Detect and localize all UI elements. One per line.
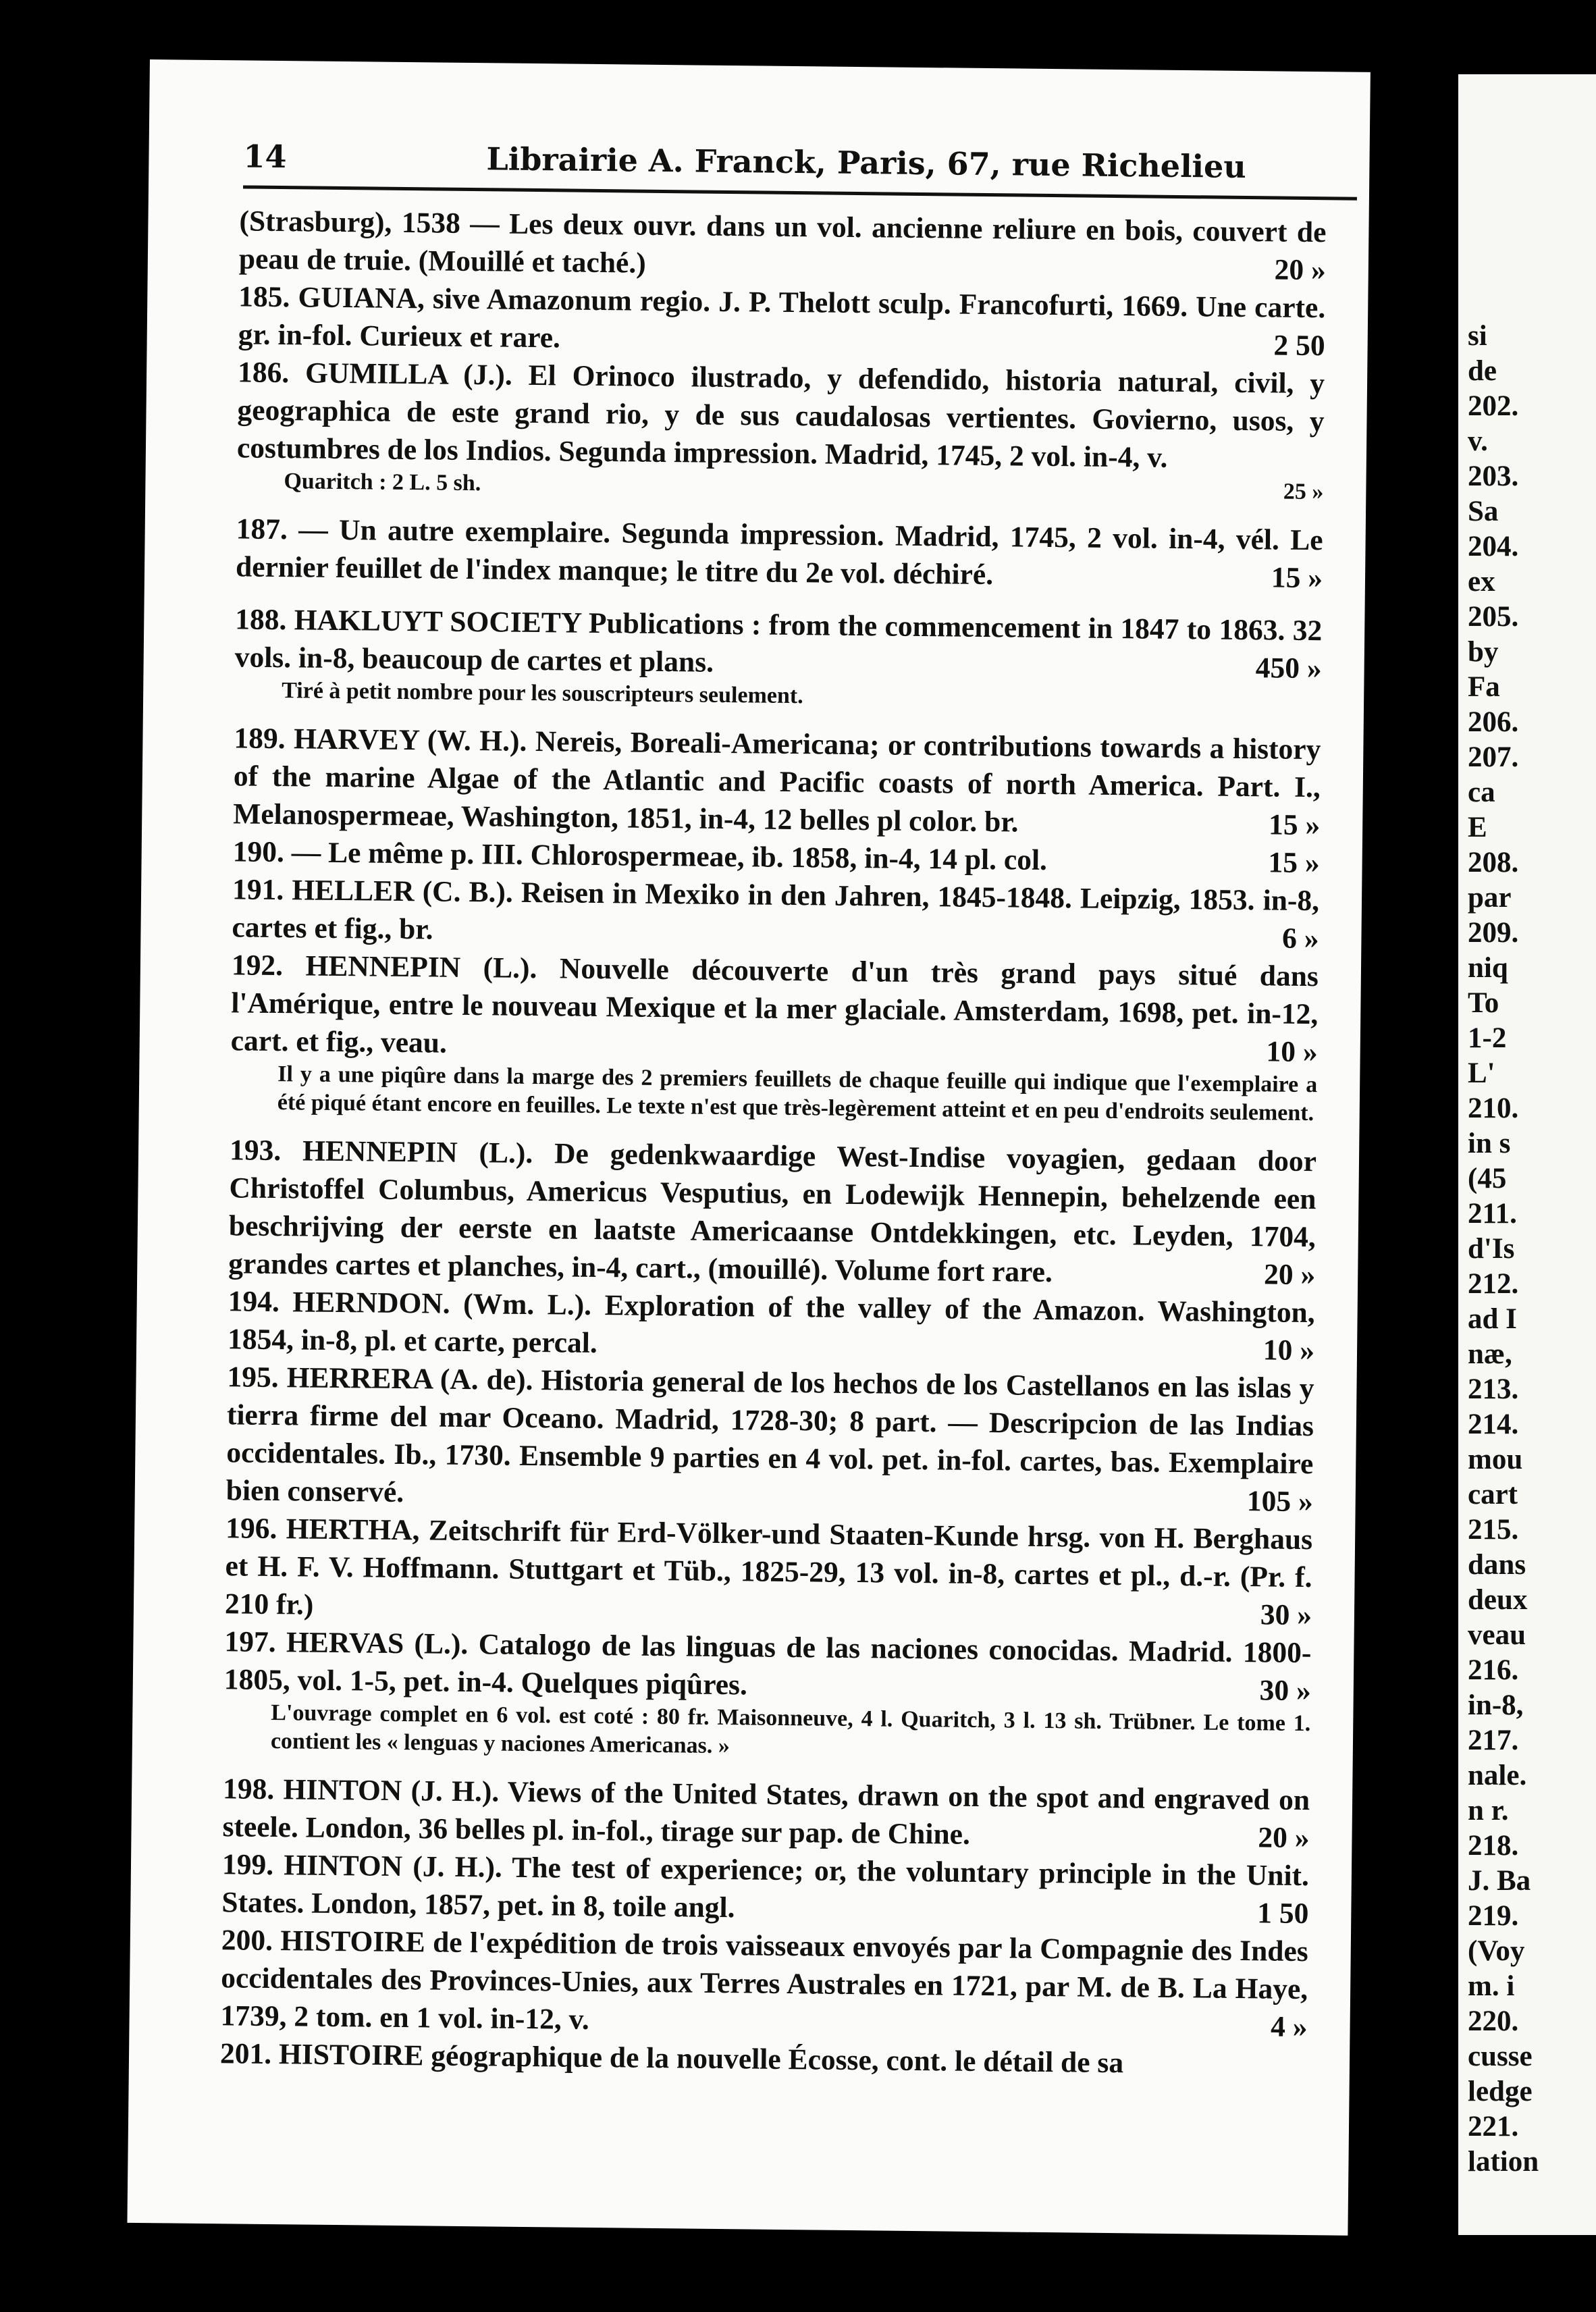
- adjacent-page-fragment-text: 202.: [1468, 390, 1519, 422]
- catalogue-entry: [228, 1282, 1315, 1369]
- entry-text: 196. HERTHA, Zeitschrift für Erd-Völker-und Staaten-Kunde hrsg. von H. Berghaus et H. F. V. Hoffmann. Stuttgart et Tüb., 1825-29, 13 vol. in-8, cartes et pl., d.-r. (Pr. f. 210 fr.): [224, 1512, 1313, 1621]
- entry-text: 194. HERNDON. (Wm. L.). Exploration of the valley of the Amazon. Washington, 1854, in-8, pl. et carte, percal.: [227, 1285, 1315, 1360]
- adjacent-page-fragment-text: 214.: [1468, 1409, 1519, 1440]
- entry-text: 188. HAKLUYT SOCIETY Publications : from the commencement in 1847 to 1863. 32 vols. in-8, beaucoup de cartes et plans.: [234, 603, 1323, 679]
- adjacent-page-fragment-text: 213.: [1468, 1373, 1519, 1405]
- catalogue-note: [230, 1059, 1318, 1128]
- adjacent-page-fragment-text: in s: [1468, 1128, 1511, 1159]
- adjacent-page-fragment: [1458, 74, 1596, 2235]
- catalogue-entry: [228, 1131, 1316, 1294]
- entry-price: 10 »: [1262, 1334, 1315, 1367]
- adjacent-page-fragment-text: dans: [1468, 1549, 1526, 1581]
- adjacent-page-fragment-text: ledge: [1468, 2076, 1533, 2107]
- adjacent-page-fragment-text: 207.: [1468, 741, 1519, 773]
- note-text: Quaritch : 2 L. 5 sh.: [284, 469, 481, 496]
- adjacent-page-fragment-text: J. Ba: [1468, 1865, 1531, 1897]
- adjacent-page-fragment-text: 1-2: [1468, 1022, 1507, 1054]
- adjacent-page-fragment-text: n r.: [1468, 1795, 1509, 1827]
- adjacent-page-fragment-text: ad I: [1468, 1303, 1517, 1335]
- adjacent-page-fragment-text: ca: [1468, 777, 1495, 808]
- catalogue-entry: [238, 278, 1325, 365]
- entry-text: 195. HERRERA (A. de). Historia general de los hechos de los Castellanos en las islas y tierra firme del mar Oceano. Madrid, 1728-30; 8 part. — Descripcion de las Indias occidentales. Ib., 1730. Ensemble 9 parties en 4 vol. pet. in-fol. cartes, bas. Exemplaire bien conservé.: [225, 1361, 1314, 1509]
- adjacent-page-fragment-text: næ,: [1468, 1338, 1512, 1370]
- entry-text: 197. HERVAS (L.). Catalogo de las linguas de las naciones conocidas. Madrid. 1800-1805, vol. 1-5, pet. in-4. Quelques piqûres.: [223, 1625, 1312, 1702]
- entry-text: 186. GUMILLA (J.). El Orinoco ilustrado, y defendido, historia natural, civil, y geographica de este grand rio, y de sus caudalosas vertientes. Goviernо, usos, y costumbres de los Indios. Segunda impression. Madrid, 1745, 2 vol. in-4, v.: [236, 356, 1325, 474]
- adjacent-page-fragment-text: 210.: [1468, 1093, 1519, 1124]
- entry-text: 200. HISTOIRE de l'expédition de trois vaisseaux envoyés par la Compagnie des Indes occidentales des Provinces-Unies, aux Terres Australes en 1721, par M. de B. La Haye, 1739, 2 tom. en 1 vol. in-12, v.: [220, 1924, 1309, 2036]
- entry-price: 30 »: [1260, 1598, 1312, 1632]
- entry-price: 15 »: [1268, 808, 1321, 842]
- catalogue-page: [127, 59, 1370, 2236]
- note-text: Tiré à petit nombre pour les souscripteurs seulement.: [282, 678, 803, 709]
- entry-price: 30 »: [1259, 1674, 1312, 1708]
- adjacent-page-fragment-text: (45: [1468, 1163, 1507, 1194]
- adjacent-page-fragment-text: 204.: [1468, 531, 1519, 562]
- adjacent-page-fragment-text: 219.: [1468, 1900, 1519, 1932]
- catalogue-entry: [222, 1770, 1310, 1857]
- entry-text: (Strasburg), 1538 — Les deux ouvr. dans un vol. ancienne reliure en bois, couvert de peau de truie. (Mouillé et taché.): [238, 205, 1327, 280]
- adjacent-page-fragment-text: in-8,: [1468, 1689, 1524, 1721]
- entry-text: 190. — Le même p. III. Chlorospermeae, ib. 1858, in-4, 14 pl. col.: [232, 835, 1048, 876]
- page-number: 14: [243, 138, 287, 176]
- catalogue-entry: [225, 1509, 1313, 1634]
- catalogue-entry: [234, 600, 1322, 687]
- catalogue-entry: [220, 1921, 1308, 2046]
- adjacent-page-fragment-text: niq: [1468, 952, 1508, 984]
- entry-price: 20 »: [1274, 253, 1327, 287]
- entry-price: 10 »: [1266, 1035, 1318, 1069]
- entry-text: 198. HINTON (J. H.). Views of the United States, drawn on the spot and engraved on steele. London, 36 belles pl. in-fol., tirage sur pap. de Chine.: [222, 1772, 1310, 1851]
- adjacent-page-fragment-text: deux: [1468, 1584, 1528, 1616]
- adjacent-page-fragment-text: Fa: [1468, 671, 1500, 703]
- adjacent-page-fragment-text: 205.: [1468, 601, 1519, 633]
- adjacent-page-fragment-text: E: [1468, 812, 1487, 843]
- entry-price: 20 »: [1263, 1258, 1316, 1292]
- adjacent-page-fragment-text: de: [1468, 355, 1497, 387]
- note-text: L'ouvrage complet en 6 vol. est coté : 80 fr. Maisonneuve, 4 l. Quaritch, 3 l. 13 sh. Trübner. Le tome 1. contient les « lenguas y naciones Americanas. »: [270, 1700, 1311, 1759]
- adjacent-page-fragment-text: 212.: [1468, 1268, 1519, 1300]
- adjacent-page-fragment-text: (Voy: [1468, 1935, 1525, 1967]
- entry-price: 6 »: [1281, 922, 1319, 955]
- entry-price: 15 »: [1268, 846, 1320, 880]
- entry-text: 189. HARVEY (W. H.). Nereis, Boreali-Americana; or contributions towards a history of the marine Algae of the Atlantic and Pacific coasts of north America. Part. I., Melanospermeae, Washington, 1851, in-4, 12 belles pl color. br.: [233, 722, 1321, 839]
- adjacent-page-fragment-text: v.: [1468, 425, 1488, 457]
- adjacent-page-fragment-text: 217.: [1468, 1725, 1519, 1756]
- catalogue-entry: [221, 1845, 1309, 1933]
- adjacent-page-fragment-text: 209.: [1468, 917, 1519, 949]
- catalogue-entry: [233, 719, 1321, 844]
- entry-text: 193. HENNEPIN (L.). De gedenkwaardige West-Indise voyagien, gedaan door Christoffel Columbus, Americus Vesputius, en Lodewijk Hennepin, behelzende een beschrijving der eerste en laatste Americaanse Ontdekkingen, etc. Leyden, 1704, grandes cartes et planches, in-4, cart., (mouillé). Volume fort rare.: [228, 1134, 1317, 1289]
- adjacent-page-fragment-text: 221.: [1468, 2111, 1519, 2143]
- adjacent-page-fragment-text: 220.: [1468, 2005, 1519, 2037]
- entry-price: 1 50: [1256, 1897, 1309, 1930]
- adjacent-page-fragment-text: 208.: [1468, 847, 1519, 878]
- adjacent-page-fragment-text: ex: [1468, 566, 1495, 598]
- catalogue-entry: [232, 870, 1319, 957]
- adjacent-page-fragment-text: m. i: [1468, 1970, 1515, 2002]
- adjacent-page-fragment-text: Sa: [1468, 496, 1499, 527]
- entry-price: 2 50: [1273, 329, 1325, 363]
- entry-price: 450 »: [1255, 652, 1322, 685]
- catalogue-entry: [236, 510, 1323, 597]
- catalogue-entries: [220, 202, 1327, 2084]
- adjacent-page-fragment-text: par: [1468, 882, 1512, 914]
- running-head: Librairie A. Franck, Paris, 67, rue Richelieu: [486, 140, 1247, 186]
- adjacent-page-fragment-text: 203.: [1468, 461, 1519, 492]
- catalogue-entry: [230, 946, 1319, 1071]
- adjacent-page-fragment-text: To: [1468, 987, 1499, 1019]
- adjacent-page-fragment-text: 215.: [1468, 1514, 1519, 1546]
- adjacent-page-fragment-text: 206.: [1468, 706, 1519, 738]
- adjacent-page-fragment-text: nale.: [1468, 1760, 1527, 1791]
- adjacent-page-fragment-text: by: [1468, 636, 1499, 668]
- entry-text: 187. — Un autre exemplaire. Segunda impression. Madrid, 1745, 2 vol. in-4, vél. Le dernier feuillet de l'index manque; le titre du 2e vol. déchiré.: [235, 513, 1323, 592]
- catalogue-entry: [239, 202, 1327, 289]
- adjacent-page-fragment-text: 218.: [1468, 1830, 1519, 1862]
- adjacent-page-fragment-text: lation: [1468, 2146, 1539, 2178]
- catalogue-note: [223, 1698, 1311, 1766]
- entry-price: 105 »: [1246, 1485, 1313, 1519]
- catalogue-entry: [226, 1358, 1314, 1521]
- adjacent-page-fragment-text: d'Is: [1468, 1233, 1515, 1265]
- catalogue-entry: [224, 1623, 1312, 1710]
- entry-text: 201. HISTOIRE géographique de la nouvelle Écosse, cont. le détail de sa: [219, 2037, 1124, 2080]
- adjacent-page-fragment-text: cart: [1468, 1479, 1518, 1510]
- adjacent-page-fragment-text: si: [1468, 320, 1487, 352]
- entry-text: 192. HENNEPIN (L.). Nouvelle découverte d'un très grand pays situé dans l'Amérique, entre le nouveau Mexique et la mer glaciale. Amsterdam, 1698, pet. in-12, cart. et fig., veau.: [230, 949, 1319, 1059]
- entry-text: 191. HELLER (C. B.). Reisen in Mexiko in den Jahren, 1845-1848. Leipzig, 1853. in-8, cartes et fig., br.: [232, 873, 1320, 946]
- entry-price: 4 »: [1270, 2010, 1308, 2044]
- entry-text: 185. GUIANA, sive Amazonum regio. J. P. Thelott sculp. Francofurti, 1669. Une carte. gr. in-fol. Curieux et rare.: [238, 280, 1326, 354]
- entry-price: 20 »: [1258, 1821, 1310, 1855]
- entry-price: 15 »: [1271, 561, 1323, 595]
- entry-text: 199. HINTON (J. H.). The test of experience; or, the voluntary principle in the Unit. States. London, 1857, pet. in 8, toile angl.: [221, 1848, 1310, 1924]
- adjacent-page-fragment-text: 211.: [1468, 1198, 1517, 1230]
- adjacent-page-fragment-text: L': [1468, 1057, 1495, 1089]
- adjacent-page-fragment-text: 216.: [1468, 1654, 1519, 1686]
- entry-price: 25 »: [1283, 479, 1324, 505]
- catalogue-entry: [237, 353, 1325, 478]
- adjacent-page-fragment-text: mou: [1468, 1444, 1523, 1475]
- adjacent-page-fragment-text: veau: [1468, 1619, 1526, 1651]
- note-text: Il y a une piqûre dans la marge des 2 premiers feuillets de chaque feuille qui indique que l'exemplaire a été piqué étant encore en feuilles. Le texte n'est que très-legèrement atteint et en peu d'endroits seulement.: [277, 1061, 1318, 1126]
- adjacent-page-fragment-text: cusse: [1468, 2041, 1533, 2072]
